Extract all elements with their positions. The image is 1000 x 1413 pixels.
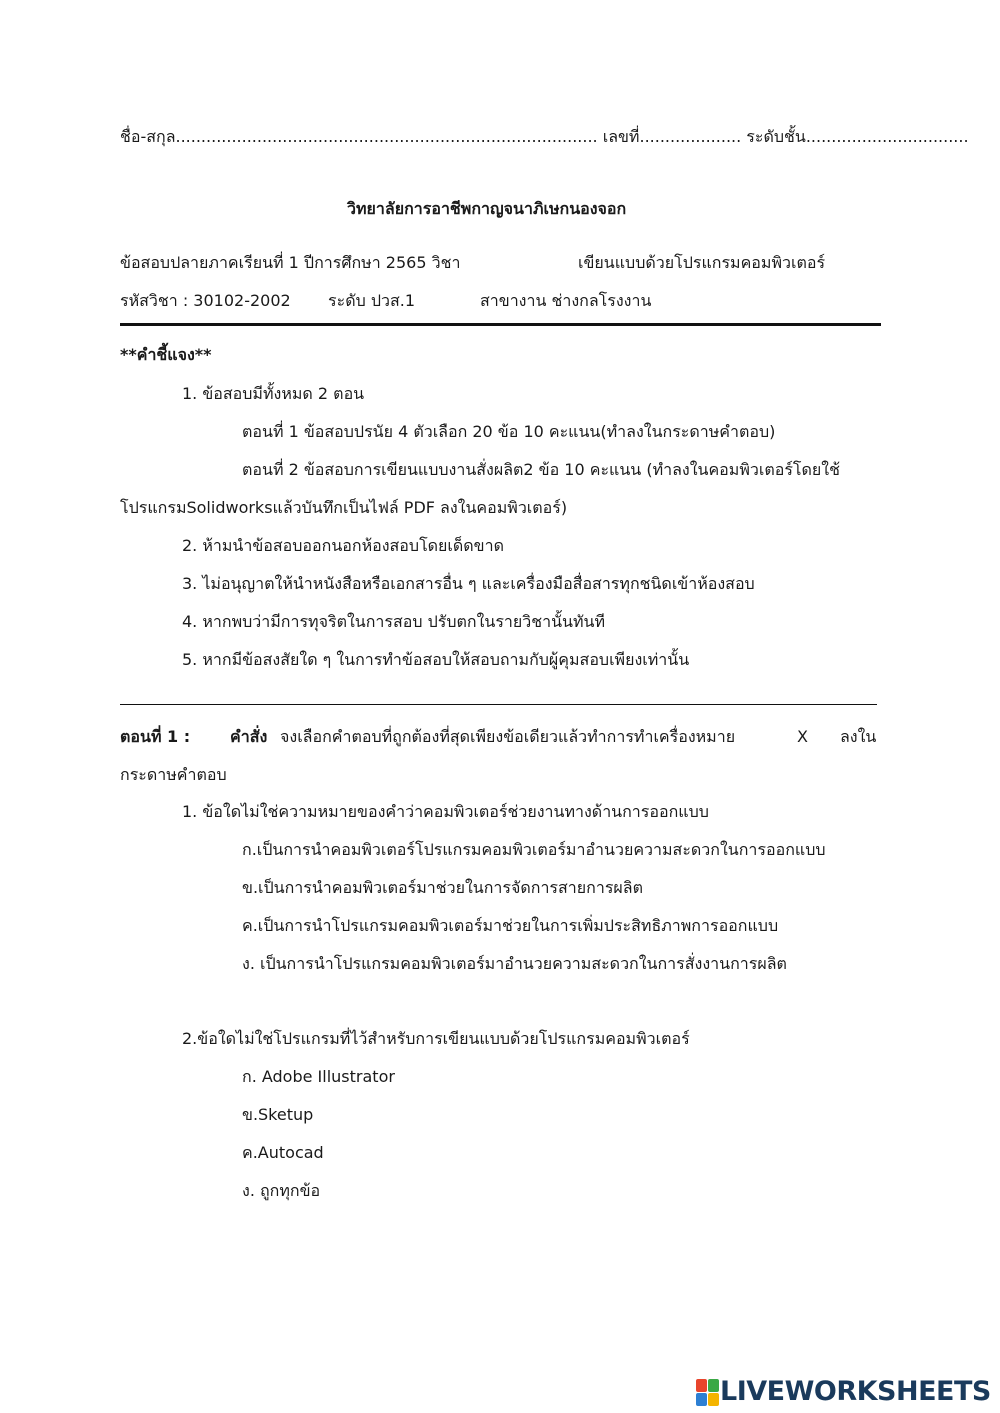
question-1-choice-a[interactable]: ก.เป็นการนำคอมพิวเตอร์โปรแกรมคอมพิวเตอร์มาอำนวยความสะดวกในการออกแบบ bbox=[242, 840, 826, 859]
exam-subject: เขียนแบบด้วยโปรแกรมคอมพิวเตอร์ bbox=[578, 253, 826, 272]
command-label: คำสั่ง bbox=[230, 727, 268, 746]
mark-square-2 bbox=[708, 1379, 719, 1392]
instructions-title: **คำชี้แจง** bbox=[120, 345, 212, 364]
question-2-choice-b[interactable]: ข.Sketup bbox=[242, 1105, 314, 1124]
header-divider bbox=[120, 323, 881, 326]
question-1-choice-c[interactable]: ค.เป็นการนำโปรแกรมคอมพิวเตอร์มาช่วยในการเพิ่มประสิทธิภาพการออกแบบ bbox=[242, 916, 779, 935]
department: สาขางาน ช่างกลโรงงาน bbox=[480, 291, 652, 310]
question-2-choice-d[interactable]: ง. ถูกทุกข้อ bbox=[242, 1181, 321, 1200]
subject-code: รหัสวิชา : 30102-2002 bbox=[120, 291, 291, 310]
instruction-item-2: 2. ห้ามนำข้อสอบออกนอกห้องสอบโดยเด็ดขาด bbox=[182, 536, 504, 555]
instruction-part-2-cont: โปรแกรมSolidworksแล้วบันทึกเป็นไฟล์ PDF ลงในคอมพิวเตอร์) bbox=[120, 498, 568, 517]
question-1: 1. ข้อใดไม่ใช่ความหมายของคำว่าคอมพิวเตอร์ช่วยงานทางด้านการออกแบบ bbox=[182, 802, 709, 821]
mark-square-4 bbox=[708, 1393, 719, 1406]
instruction-item-5: 5. หากมีข้อสงสัยใด ๆ ในการทำข้อสอบให้สอบถามกับผู้คุมสอบเพียงเท่านั้น bbox=[182, 650, 690, 669]
instruction-part-1: ตอนที่ 1 ข้อสอบปรนัย 4 ตัวเลือก 20 ข้อ 10 คะแนน(ทำลงในกระดาษคำตอบ) bbox=[242, 422, 776, 441]
instruction-part-2: ตอนที่ 2 ข้อสอบการเขียนแบบงานสั่งผลิต2 ข้อ 10 คะแนน (ทำลงในคอมพิวเตอร์โดยใช้ bbox=[242, 460, 840, 479]
instruction-item-3: 3. ไม่อนุญาตให้นำหนังสือหรือเอกสารอื่น ๆ และเครื่องมือสื่อสารทุกชนิดเข้าห้องสอบ bbox=[182, 574, 755, 593]
college-title: วิทยาลัยการอาชีพกาญจนาภิเษกนองจอก bbox=[347, 199, 627, 218]
question-2: 2.ข้อใดไม่ใช่โปรแกรมที่ไว้สำหรับการเขียนแบบด้วยโปรแกรมคอมพิวเตอร์ bbox=[182, 1029, 690, 1048]
question-2-choice-c[interactable]: ค.Autocad bbox=[242, 1143, 324, 1162]
question-2-choice-a[interactable]: ก. Adobe Illustrator bbox=[242, 1067, 395, 1086]
command-text-cont: กระดาษคำตอบ bbox=[120, 765, 227, 784]
command-text: จงเลือกคำตอบที่ถูกต้องที่สุดเพียงข้อเดียวแล้วทำการทำเครื่องหมาย bbox=[280, 727, 736, 746]
exam-line: ข้อสอบปลายภาคเรียนที่ 1 ปีการศึกษา 2565 วิชา bbox=[120, 253, 461, 272]
command-into: ลงใน bbox=[840, 727, 877, 746]
name-line: ชื่อ-สกุล................................................................................... เลขที่.................... ระดับชั้น................................ bbox=[120, 127, 969, 146]
section-divider bbox=[120, 704, 877, 705]
instruction-item-1: 1. ข้อสอบมีทั้งหมด 2 ตอน bbox=[182, 384, 365, 403]
logo-text: LIVEWORKSHEETS bbox=[720, 1376, 991, 1407]
liveworksheets-mark-icon bbox=[696, 1379, 718, 1405]
instruction-item-4: 4. หากพบว่ามีการทุจริตในการสอบ ปรับตกในรายวิชานั้นทันที bbox=[182, 612, 606, 631]
level: ระดับ ปวส.1 bbox=[328, 291, 415, 310]
liveworksheets-logo bbox=[696, 1377, 991, 1407]
question-1-choice-b[interactable]: ข.เป็นการนำคอมพิวเตอร์มาช่วยในการจัดการสายการผลิต bbox=[242, 878, 643, 897]
mark-square-1 bbox=[696, 1379, 707, 1392]
question-1-choice-d[interactable]: ง. เป็นการนำโปรแกรมคอมพิวเตอร์มาอำนวยความสะดวกในการสั่งงานการผลิต bbox=[242, 954, 787, 973]
mark-square-3 bbox=[696, 1393, 707, 1406]
section-1-label: ตอนที่ 1 : bbox=[120, 727, 191, 746]
mark-x: X bbox=[797, 727, 808, 746]
